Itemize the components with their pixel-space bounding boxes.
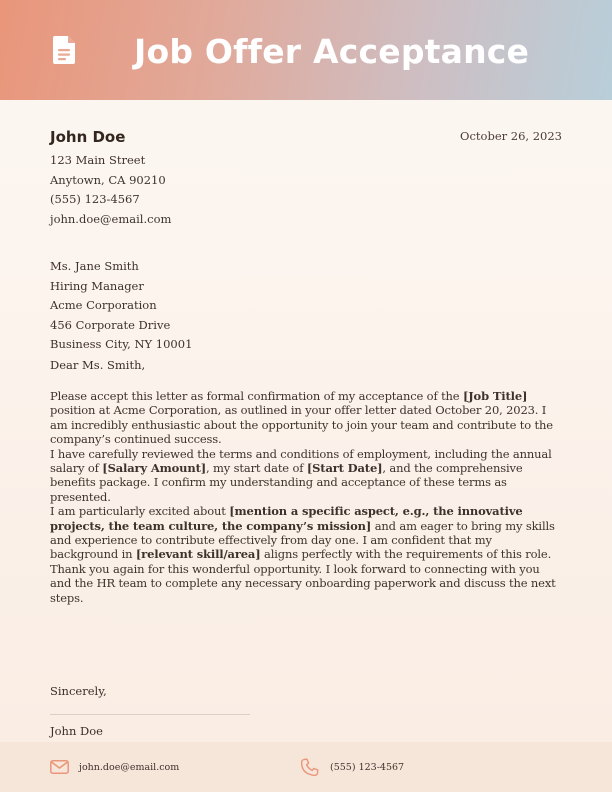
- sender-address-line2: Anytown, CA 90210: [50, 172, 166, 187]
- text-run: I have carefully reviewed the terms and conditions of employment, including the annual salary of: [50, 446, 552, 476]
- placeholder-start-date: [Start Date]: [306, 461, 383, 476]
- recipient-address-line2: Business City, NY 10001: [50, 337, 193, 351]
- text-run: and am eager to bring my skills and experience to contribute effectively from day one. I am confident that my background in: [50, 518, 555, 562]
- sender-address-line1: 123 Main Street: [50, 153, 146, 167]
- letter-body: [50, 389, 562, 605]
- body-paragraph-3: [50, 504, 562, 562]
- letter-date: October 26, 2023: [460, 129, 562, 143]
- body-paragraph-1: [50, 389, 562, 447]
- recipient-title: Hiring Manager: [50, 278, 144, 293]
- text-run: I am particularly excited about: [50, 504, 230, 519]
- placeholder-job-title: [Job Title]: [462, 389, 528, 403]
- placeholder-salary: [Salary Amount]: [102, 461, 207, 476]
- footer-phone[interactable]: [300, 742, 404, 792]
- envelope-icon: [50, 760, 69, 774]
- placeholder-aspect: [mention a specific aspect, e.g., the innovative projects, the team culture, the company’s mission]: [50, 504, 523, 533]
- salutation: Dear Ms. Smith,: [50, 358, 146, 372]
- sender-phone: (555) 123-4567: [50, 192, 140, 206]
- document-icon: [53, 36, 77, 64]
- body-paragraph-2: [50, 447, 562, 505]
- recipient-block: [50, 257, 192, 355]
- sender-name: John Doe: [50, 128, 126, 146]
- footer-phone-text: (555) 123-4567: [330, 761, 405, 773]
- recipient-address-line1: 456 Corporate Drive: [50, 317, 171, 332]
- sender-email: john.doe@email.com: [50, 211, 172, 226]
- body-paragraph-4: Thank you again for this wonderful opportunity. I look forward to connecting with you and the HR team to complete any necessary onboarding paperwork and discuss the next steps.: [50, 561, 556, 605]
- recipient-company: Acme Corporation: [50, 298, 157, 312]
- footer-email-text: john.doe@email.com: [79, 761, 180, 773]
- signature-name: John Doe: [50, 724, 103, 738]
- text-run: , my start date of: [206, 461, 307, 476]
- text-run: Please accept this letter as formal confirmation of my acceptance of the: [50, 389, 463, 403]
- text-run: , and the comprehensive benefits package. I confirm my understanding and acceptance of these terms as presented.: [50, 461, 523, 504]
- page-title: Job Offer Acceptance: [134, 32, 530, 71]
- closing: Sincerely,: [50, 684, 107, 698]
- text-run: aligns perfectly with the requirements of this role.: [260, 547, 552, 562]
- sender-contact-block: [50, 151, 171, 229]
- footer: [0, 742, 612, 792]
- text-run: position at Acme Corporation, as outlined in your offer letter dated October 20, 2023. I am incredibly enthusiastic about the opportunity to join your team and contribute to the company’s continued success.: [50, 403, 553, 447]
- footer-email[interactable]: [50, 742, 179, 792]
- signature-line: [50, 714, 250, 715]
- header-banner: [0, 0, 612, 100]
- placeholder-skill: [relevant skill/area]: [135, 547, 261, 562]
- recipient-name: Ms. Jane Smith: [50, 259, 139, 273]
- phone-icon: [300, 758, 320, 777]
